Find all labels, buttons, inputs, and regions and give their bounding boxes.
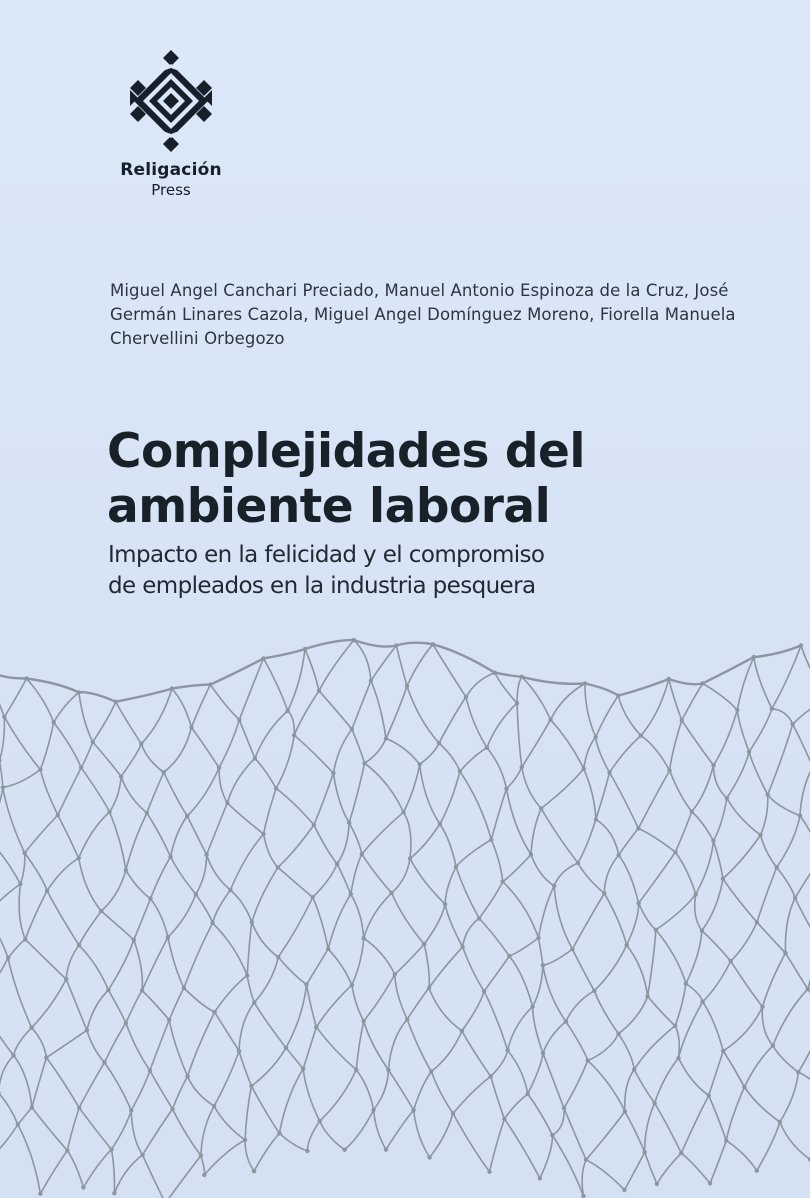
net-knot: [667, 677, 671, 681]
net-knot: [185, 814, 189, 818]
net-knot: [362, 1019, 366, 1023]
net-knot: [274, 786, 278, 790]
net-rope: [0, 640, 801, 702]
net-knot: [725, 796, 729, 800]
net-knot: [552, 884, 556, 888]
net-knot: [22, 851, 26, 855]
net-knot: [170, 686, 174, 690]
net-knot: [617, 853, 621, 857]
net-knot: [592, 989, 596, 993]
net-knot: [760, 1005, 764, 1009]
net-knot: [581, 1194, 585, 1198]
net-knot: [548, 718, 552, 722]
net-knot: [208, 682, 212, 686]
net-knot: [362, 936, 366, 940]
net-knot: [148, 897, 152, 901]
net-knot: [140, 1153, 144, 1157]
net-knot: [724, 1138, 728, 1142]
net-knot: [64, 977, 68, 981]
net-knot: [371, 1108, 375, 1112]
net-knot: [168, 855, 172, 859]
religacion-logo-icon: [130, 50, 212, 152]
net-knot: [418, 762, 422, 766]
net-knot: [318, 1119, 322, 1123]
net-knot: [106, 988, 110, 992]
net-knot: [170, 1107, 174, 1111]
net-knot: [305, 1149, 309, 1153]
net-knot: [245, 973, 249, 977]
title-line-2: ambiente laboral: [107, 479, 551, 534]
net-knot: [326, 947, 330, 951]
net-knot: [806, 987, 810, 991]
net-knot: [755, 920, 759, 924]
net-knot: [45, 889, 49, 893]
net-knot: [539, 806, 543, 810]
net-knot: [384, 736, 388, 740]
net-knot: [210, 921, 214, 925]
net-knot: [185, 1074, 189, 1078]
net-knot: [167, 1018, 171, 1022]
net-knot: [335, 862, 339, 866]
net-knot: [204, 853, 208, 857]
net-knot: [783, 951, 787, 955]
net-knot: [639, 733, 643, 737]
net-knot: [676, 1056, 680, 1060]
net-knot: [237, 718, 241, 722]
net-knot: [576, 861, 580, 865]
net-knot: [458, 769, 462, 773]
net-knot: [286, 709, 290, 713]
net-knot: [342, 1148, 346, 1152]
net-knot: [594, 817, 598, 821]
net-knot: [243, 1138, 247, 1142]
net-knot: [645, 994, 649, 998]
net-knot: [132, 938, 136, 942]
net-knot: [261, 656, 265, 660]
net-knot: [636, 826, 640, 830]
net-knot: [362, 761, 366, 765]
net-knot: [636, 901, 640, 905]
net-knot: [673, 850, 677, 854]
net-knot: [292, 733, 296, 737]
net-knot: [427, 1155, 431, 1159]
net-knot: [405, 684, 409, 688]
net-knot: [29, 1026, 33, 1030]
net-knot: [331, 771, 335, 775]
net-knot: [502, 1117, 506, 1121]
net-knot: [124, 1021, 128, 1025]
net-knot: [85, 1028, 89, 1032]
net-knot: [182, 986, 186, 990]
net-knot: [443, 902, 447, 906]
net-knot: [250, 920, 254, 924]
net-knot: [679, 1151, 683, 1155]
net-knot: [770, 707, 774, 711]
net-knot: [667, 768, 671, 772]
net-knot: [129, 1108, 133, 1112]
net-knot: [91, 740, 95, 744]
net-knot: [411, 1108, 415, 1112]
net-knot: [1, 785, 5, 789]
net-knot: [304, 982, 308, 986]
net-knot: [550, 1133, 554, 1137]
net-knot: [253, 756, 257, 760]
net-knot: [237, 1049, 241, 1053]
net-knot: [529, 852, 533, 856]
net-knot: [501, 879, 505, 883]
net-knot: [360, 852, 364, 856]
net-knot: [311, 895, 315, 899]
net-knot: [401, 810, 405, 814]
net-knot: [394, 643, 398, 647]
net-knot: [460, 945, 464, 949]
net-knot: [729, 959, 733, 963]
net-knot: [389, 891, 393, 895]
net-knot: [148, 1068, 152, 1072]
net-knot: [564, 1019, 568, 1023]
net-knot: [791, 722, 795, 726]
net-knot: [217, 766, 221, 770]
net-knot: [570, 947, 574, 951]
net-knot: [526, 1092, 530, 1096]
net-knot: [6, 956, 10, 960]
net-knot: [350, 727, 354, 731]
net-knot: [752, 655, 756, 659]
net-knot: [520, 765, 524, 769]
net-knot: [700, 929, 704, 933]
net-knot: [0, 758, 2, 762]
net-knot: [2, 715, 6, 719]
net-knot: [276, 955, 280, 959]
net-knot: [622, 1188, 626, 1192]
net-knot: [721, 876, 725, 880]
net-knot: [562, 1106, 566, 1110]
net-knot: [583, 681, 587, 685]
net-knot: [405, 1017, 409, 1021]
subtitle-line-1: Impacto en la felicidad y el compromiso: [108, 542, 545, 568]
authors-list: Miguel Angel Canchari Preciado, Manuel Antonio Espinoza de la Cruz, José Germán Linares Cazola, Miguel Angel Domínguez Moreno, Fiorella Manuela Chervellini Orbegozo: [110, 281, 736, 348]
net-knot: [369, 679, 373, 683]
net-knot: [11, 1053, 15, 1057]
net-knot: [347, 820, 351, 824]
net-knot: [536, 936, 540, 940]
net-knot: [112, 1191, 116, 1195]
net-knot: [431, 642, 435, 646]
net-knot: [707, 1093, 711, 1097]
net-knot: [252, 1000, 256, 1004]
net-knot: [507, 954, 511, 958]
net-knot: [427, 986, 431, 990]
net-knot: [312, 823, 316, 827]
net-knot: [799, 643, 803, 647]
net-knot: [771, 1043, 775, 1047]
net-knot: [301, 1067, 305, 1071]
net-knot: [530, 1004, 534, 1008]
net-knot: [16, 1122, 20, 1126]
net-knot: [109, 1147, 113, 1151]
net-knot: [793, 896, 797, 900]
net-knot: [277, 1131, 281, 1135]
net-knot: [422, 942, 426, 946]
net-knot: [77, 943, 81, 947]
net-knot: [538, 1176, 542, 1180]
net-knot: [454, 865, 458, 869]
net-knot: [276, 865, 280, 869]
publisher-name: Religación: [120, 160, 222, 180]
net-knot: [643, 1150, 647, 1154]
net-knot: [489, 1074, 493, 1078]
net-knot: [594, 735, 598, 739]
net-knot: [119, 774, 123, 778]
net-knot: [386, 1068, 390, 1072]
net-knot: [758, 833, 762, 837]
net-knot: [755, 1169, 759, 1173]
net-knot: [437, 741, 441, 745]
net-knot: [520, 675, 524, 679]
net-knot: [616, 1032, 620, 1036]
net-knot: [52, 720, 56, 724]
net-knot: [225, 801, 229, 805]
net-knot: [742, 1085, 746, 1089]
net-knot: [505, 1048, 509, 1052]
net-knot: [673, 1024, 677, 1028]
net-knot: [102, 1060, 106, 1064]
net-knot: [487, 1170, 491, 1174]
net-knot: [194, 892, 198, 896]
net-knot: [778, 1120, 782, 1124]
book-title: [107, 424, 747, 534]
net-knot: [711, 763, 715, 767]
net-knot: [140, 988, 144, 992]
net-knot: [489, 838, 493, 842]
net-knot: [79, 766, 83, 770]
net-knot: [586, 1058, 590, 1062]
net-knot: [493, 671, 497, 675]
net-knot: [393, 972, 397, 976]
title-line-1: Complejidades del: [107, 424, 585, 479]
net-knot: [464, 695, 468, 699]
net-knot: [107, 810, 111, 814]
net-knot: [582, 767, 586, 771]
net-knot: [145, 811, 149, 815]
net-knot: [81, 1185, 85, 1189]
net-knot: [504, 787, 508, 791]
net-knot: [18, 882, 22, 886]
net-knot: [77, 1106, 81, 1110]
net-knot: [317, 689, 321, 693]
net-knot: [711, 839, 715, 843]
net-knot: [680, 718, 684, 722]
net-knot: [602, 891, 606, 895]
net-knot: [616, 693, 620, 697]
net-knot: [652, 1101, 656, 1105]
fishing-net-illustration: [0, 630, 810, 1198]
net-knot: [114, 700, 118, 704]
net-knot: [202, 1173, 206, 1177]
net-knot: [701, 1000, 705, 1004]
net-knot: [99, 909, 103, 913]
net-knot: [162, 770, 166, 774]
net-knot: [541, 1051, 545, 1055]
net-knot: [77, 690, 81, 694]
book-subtitle: [108, 540, 708, 602]
net-knot: [261, 832, 265, 836]
net-knot: [632, 1067, 636, 1071]
net-knot: [56, 813, 60, 817]
net-knot: [44, 1055, 48, 1059]
net-knot: [798, 813, 802, 817]
net-knot: [747, 750, 751, 754]
net-knot: [284, 1046, 288, 1050]
subtitle-line-2: de empleados en la industria pesquera: [108, 573, 536, 599]
net-knot: [775, 865, 779, 869]
net-knot: [796, 1070, 800, 1074]
net-knot: [721, 1049, 725, 1053]
net-knot: [189, 725, 193, 729]
net-knot: [352, 638, 356, 642]
net-knot: [623, 1109, 627, 1113]
net-knot: [485, 746, 489, 750]
net-knot: [314, 1025, 318, 1029]
net-knot: [429, 1069, 433, 1073]
net-knot: [354, 1068, 358, 1072]
net-knot: [460, 1029, 464, 1033]
net-mesh: [0, 640, 810, 1198]
net-knot: [199, 1153, 203, 1157]
net-knot: [212, 1010, 216, 1014]
net-knot: [735, 708, 739, 712]
net-knot: [482, 989, 486, 993]
net-knot: [212, 1104, 216, 1108]
publisher-imprint: Press: [151, 181, 191, 199]
net-knot: [708, 1181, 712, 1185]
net-knot: [139, 742, 143, 746]
net-knot: [38, 767, 42, 771]
net-knot: [690, 809, 694, 813]
net-knot: [350, 983, 354, 987]
net-knot: [694, 892, 698, 896]
net-knot: [124, 868, 128, 872]
net-knot: [654, 928, 658, 932]
net-knot: [515, 701, 519, 705]
net-knot: [249, 1084, 253, 1088]
net-knot: [766, 793, 770, 797]
net-knot: [541, 963, 545, 967]
net-knot: [38, 1192, 42, 1196]
net-knot: [228, 888, 232, 892]
net-knot: [477, 916, 481, 920]
net-knot: [684, 981, 688, 985]
net-knot: [408, 856, 412, 860]
net-knot: [584, 1158, 588, 1162]
net-knot: [24, 676, 28, 680]
net-knot: [166, 935, 170, 939]
net-knot: [701, 681, 705, 685]
net-knot: [607, 770, 611, 774]
net-knot: [252, 1169, 256, 1173]
net-knot: [77, 856, 81, 860]
net-knot: [655, 1182, 659, 1186]
net-knot: [303, 647, 307, 651]
net-knot: [438, 822, 442, 826]
net-knot: [384, 1147, 388, 1151]
net-knot: [625, 943, 629, 947]
net-knot: [65, 1148, 69, 1152]
net-knot: [30, 1105, 34, 1109]
net-knot: [349, 892, 353, 896]
net-knot: [23, 937, 27, 941]
net-knot: [451, 1111, 455, 1115]
